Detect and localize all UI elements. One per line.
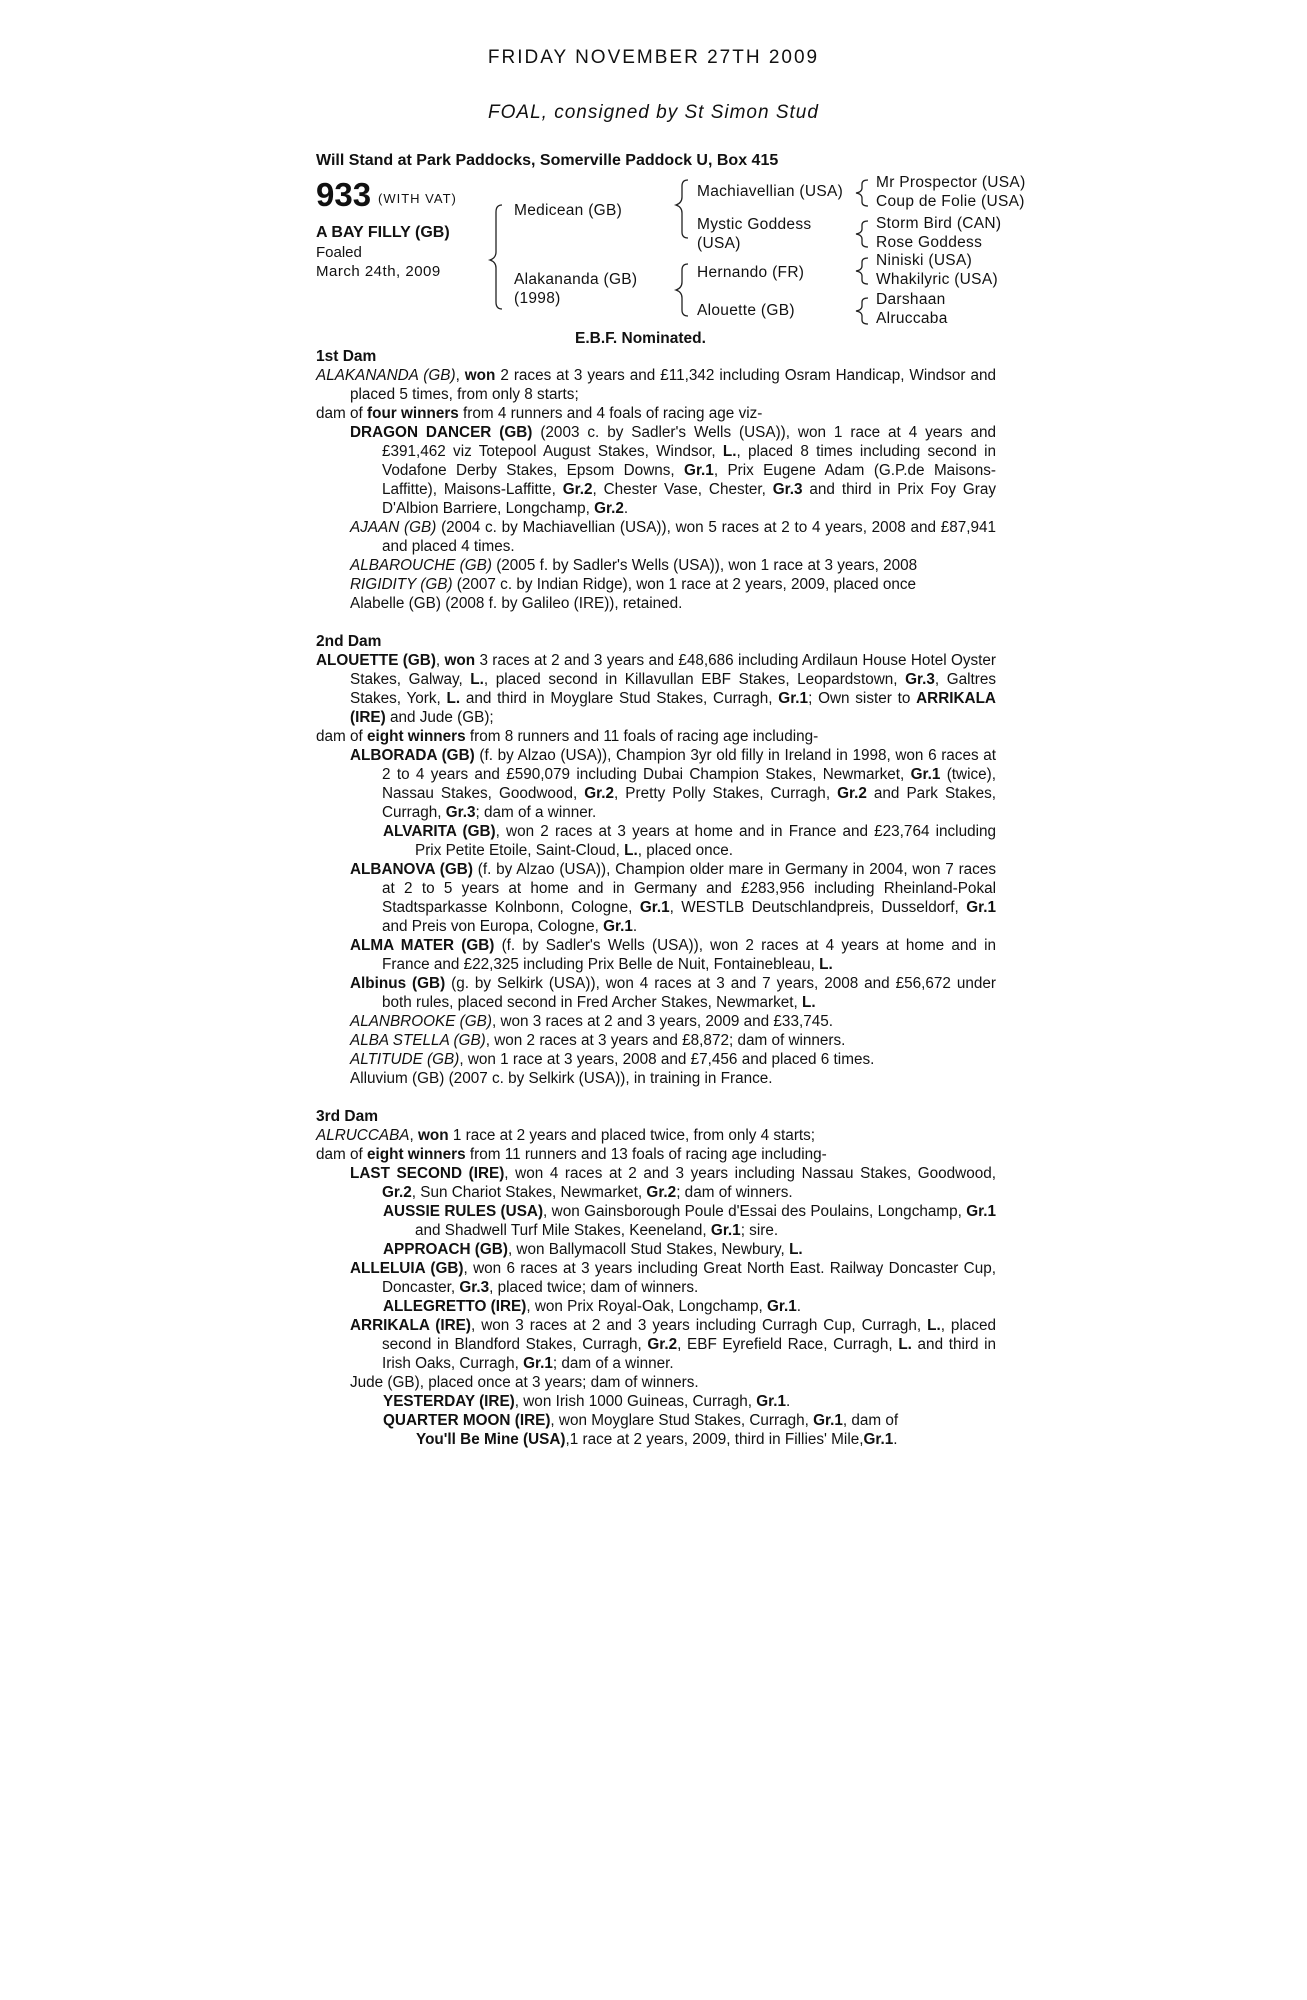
brace-gen1 [490,205,502,309]
list-item: APPROACH (GB), won Ballymacoll Stud Stakes, Newbury, L. [383,1241,803,1258]
list-item: Alluvium (GB) (2007 c. by Selkirk (USA)), in training in France. [350,1070,773,1087]
brace-gen3-c [856,258,868,284]
first-dam-name: ALAKANANDA (GB) [316,367,456,384]
list-item: ALANBROOKE (GB), won 3 races at 2 and 3 years, 2009 and £33,745. [350,1013,833,1030]
ped-sire-sire: Machiavellian (USA) [697,183,844,200]
list-item: You'll Be Mine (USA),1 race at 2 years, 2009, third in Fillies' Mile,Gr.1. [416,1431,898,1448]
third-dam-record: ALRUCCABA, won 1 race at 2 years and placed twice, from only 4 starts; [316,1127,816,1144]
list-item: AUSSIE RULES (USA), won Gainsborough Poule d'Essai des Poulains, Longchamp, Gr.1 and Shadwell Turf Mile Stakes, Keeneland, Gr.1; sire. [383,1203,997,1239]
lot-title: A BAY FILLY (GB) [316,224,450,241]
ped-dam-sire: Hernando (FR) [697,264,805,281]
list-item: ALLEGRETTO (IRE), won Prix Royal-Oak, Longchamp, Gr.1. [383,1298,801,1315]
produce-record [316,347,996,1449]
ped-sire-dam-1: Mystic Goddess [697,216,812,233]
ped-gen3-8: Alruccaba [876,310,948,327]
list-item: ALBA STELLA (GB), won 2 races at 3 years and £8,872; dam of winners. [350,1032,846,1049]
ped-gen3-5: Niniski (USA) [876,252,973,269]
list-item: QUARTER MOON (IRE), won Moyglare Stud Stakes, Curragh, Gr.1, dam of [383,1412,899,1429]
foaled-label: Foaled [316,244,362,261]
ped-gen3-2: Coup de Folie (USA) [876,193,1025,210]
list-item: ARRIKALA (IRE), won 3 races at 2 and 3 years including Curragh Cup, Curragh, L., placed second in Blandford Stakes, Curragh, Gr.2, EBF Eyrefield Race, Curragh, L. and third in Irish Oaks, Curragh, Gr.1; dam of a winner. [350,1317,997,1372]
ped-gen3-3: Storm Bird (CAN) [876,215,1002,232]
third-dam-heading: 3rd Dam [316,1108,379,1125]
list-item: ALMA MATER (GB) (f. by Sadler's Wells (USA)), won 2 races at 4 years at home and in France and £22,325 including Prix Belle de Nuit, Fontainebleau, L. [350,937,997,973]
brace-gen3-d [856,298,868,324]
brace-gen3-a [856,180,868,206]
brace-gen3-b [856,221,868,247]
list-item: Jude (GB), placed once at 3 years; dam of winners. [350,1374,699,1391]
list-item: DRAGON DANCER (GB) (2003 c. by Sadler's Wells (USA)), won 1 race at 4 years and £391,462 viz Totepool August Stakes, Windsor, L., placed 8 times including second in Vodafone Derby Stakes, Epsom Downs, Gr.1, Prix Eugene Adam (G.P.de Maisons-Laffitte), Maisons-Laffitte, Gr.2, Chester Vase, Chester, Gr.3 and third in Prix Foy Gray D'Albion Barriere, Longchamp, Gr.2. [350,424,996,517]
pedigree-braces [0,0,1307,340]
third-dam-dam-of: dam of eight winners from 11 runners and 13 foals of racing age including- [316,1146,827,1163]
consignor-line: FOAL, consigned by St Simon Stud [488,102,819,123]
ped-gen3-6: Whakilyric (USA) [876,271,998,288]
stand-location: Will Stand at Park Paddocks, Somerville Paddock U, Box 415 [316,152,779,169]
sale-date: FRIDAY NOVEMBER 27TH 2009 [487,47,820,68]
first-dam-dam-of: dam of four winners from 4 runners and 4 foals of racing age viz- [316,405,763,422]
brace-gen2-dam [676,264,688,316]
list-item: LAST SECOND (IRE), won 4 races at 2 and 3 years including Nassau Stakes, Goodwood, Gr.2, Sun Chariot Stakes, Newmarket, Gr.2; dam of winners. [350,1165,996,1201]
ped-dam-2: (1998) [514,290,561,307]
ped-gen3-1: Mr Prospector (USA) [876,174,1026,191]
vat-note: (WITH VAT) [378,191,457,206]
list-item: ALVARITA (GB), won 2 races at 3 years at home and in France and £23,764 including Prix Petite Etoile, Saint-Cloud, L., placed once. [383,823,996,859]
lot-number: 933 [316,176,372,213]
first-dam-record: ALAKANANDA (GB), won 2 races at 3 years and £11,342 including Osram Handicap, Windsor and placed 5 times, from only 8 starts; [316,367,996,403]
second-dam-heading: 2nd Dam [316,633,382,650]
ebf-nominated: E.B.F. Nominated. [575,330,706,347]
foaled-date: March 24th, 2009 [316,263,441,280]
ped-dam-dam: Alouette (GB) [697,302,795,319]
list-item: Alabelle (GB) (2008 f. by Galileo (IRE)), retained. [350,595,683,612]
list-item: ALBAROUCHE (GB) (2005 f. by Sadler's Wells (USA)), won 1 race at 3 years, 2008 [350,557,918,574]
list-item: ALTITUDE (GB), won 1 race at 3 years, 2008 and £7,456 and placed 6 times. [350,1051,875,1068]
ped-gen3-4: Rose Goddess [876,234,983,251]
ped-dam-1: Alakananda (GB) [514,271,638,288]
second-dam-record: ALOUETTE (GB), won 3 races at 2 and 3 years and £48,686 including Ardilaun House Hotel Oyster Stakes, Galway, L., placed second in Killavullan EBF Stakes, Leopardstown, Gr.3, Galtres Stakes, York, L. and third in Moyglare Stud Stakes, Curragh, Gr.1; Own sister to ARRIKALA (IRE) and Jude (GB); [316,652,996,726]
first-dam-heading: 1st Dam [316,348,377,365]
list-item: ALLELUIA (GB), won 6 races at 3 years including Great North East. Railway Doncaster Cup, Doncaster, Gr.3, placed twice; dam of winners. [350,1260,996,1296]
second-dam-dam-of: dam of eight winners from 8 runners and 11 foals of racing age including- [316,728,819,745]
ped-sire-dam-2: (USA) [697,235,741,252]
list-item: AJAAN (GB) (2004 c. by Machiavellian (USA)), won 5 races at 2 to 4 years, 2008 and £87,941 and placed 4 times. [350,519,996,555]
ped-sire: Medicean (GB) [514,202,623,219]
list-item: ALBORADA (GB) (f. by Alzao (USA)), Champion 3yr old filly in Ireland in 1998, won 6 races at 2 to 4 years and £590,079 including Dubai Champion Stakes, Newmarket, Gr.1 (twice), Nassau Stakes, Goodwood, Gr.2, Pretty Polly Stakes, Curragh, Gr.2 and Park Stakes, Curragh, Gr.3; dam of a winner. [350,747,996,821]
list-item: ALBANOVA (GB) (f. by Alzao (USA)), Champion older mare in Germany in 2004, won 7 races at 2 to 5 years at home and in Germany and £283,956 including Rheinland-Pokal Stadtsparkasse Kolnbonn, Cologne, Gr.1, WESTLB Deutschlandpreis, Dusseldorf, Gr.1 and Preis von Europa, Cologne, Gr.1. [350,861,996,935]
list-item: Albinus (GB) (g. by Selkirk (USA)), won 4 races at 3 and 7 years, 2008 and £56,672 under both rules, placed second in Fred Archer Stakes, Newmarket, L. [350,975,996,1011]
list-item: RIGIDITY (GB) (2007 c. by Indian Ridge), won 1 race at 2 years, 2009, placed once [350,576,917,593]
brace-gen2-sire [676,180,688,238]
ped-gen3-7: Darshaan [876,291,946,308]
list-item: YESTERDAY (IRE), won Irish 1000 Guineas, Curragh, Gr.1. [383,1393,791,1410]
